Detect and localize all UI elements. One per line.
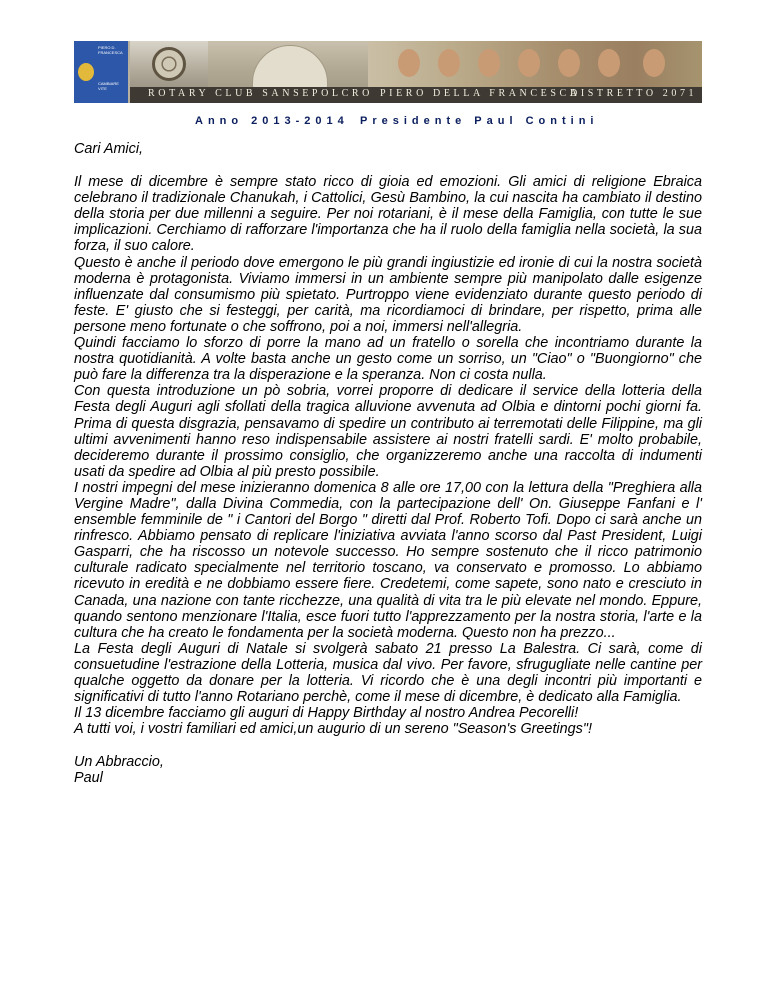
year-label: Anno 2013-2014	[195, 115, 349, 127]
closing-line: Un Abbraccio,	[74, 754, 164, 771]
fresco-face-icon	[598, 49, 620, 77]
banner-club-name: ROTARY CLUB SANSEPOLCRO	[148, 88, 373, 99]
banner-title-strip	[130, 87, 702, 103]
paragraph: Il mese di dicembre è sempre stato ricco di gioia ed emozioni. Gli amici di religione Ebraica celebrano il tradizionale Chanukah, i Cattolici, Gesù Bambino, la cui nascita ha cambiato il destino della storia per due millenni a seguire. Per noi rotariani, è il mese della Famiglia, con tutte le sue implicazioni. Cerchiamo di rafforzare l'importanza che ha il ruolo della famiglia nella società, la sua forza, il suo calore.	[74, 174, 702, 255]
header-banner	[74, 41, 702, 103]
closing-block	[74, 754, 702, 786]
signature: Paul	[74, 770, 103, 787]
paragraph: I nostri impegni del mese inizieranno domenica 8 alle ore 17,00 con la lettura della "Preghiera alla Vergine Madre", dalla Divina Commedia, con la partecipazione dell' On. Giuseppe Fanfani e l' ensemble femminile de " i Cantori del Borgo " diretti dal Prof. Roberto Tofi. Dopo ci sarà anche un rinfresco. Abbiamo pensato di replicare l'iniziativa avviata l'anno scorso dal Past President, Luigi Gasparri, che ha riscosso un notevole successo. Ho sempre sostenuto che il ricco patrimonio culturale radicato specialmente nel territorio toscano, va conservato e promosso. Lo abbiamo ricevuto in eredità e ne dobbiamo essere fiere. Credetemi, come sapete, sono nato e cresciuto in Canada, una nazione con tante ricchezze, una qualità di vita tra le più elevate nel mondo. Eppure, quando sentono menzionare l'Italia, esce fuori tutto l'apprezzamento per la nostra storia, l'arte e la cultura che ha creato le fondamenta per la società moderna. Questo non ha prezzo...	[74, 479, 702, 641]
paragraph: Questo è anche il periodo dove emergono le più grandi ingiustizie ed ironie di cui la nostra società moderna è protagonista. Viviamo immersi in un ambiente sempre più manipolato dalle esigenze influenzate dal consumismo più spietato. Purtroppo viene evidenziato durante questo periodo di feste. E' giusto che si festeggi, per carità, ma ricordiamoci di brindare, per rispetto, prima alle persone meno fortunate o che soffrono, poi a noi, immersi nell'allegria.	[74, 254, 702, 335]
fresco-face-icon	[518, 49, 540, 77]
fresco-face-icon	[398, 49, 420, 77]
fresco-face-icon	[478, 49, 500, 77]
paragraph: Quindi facciamo lo sforzo di porre la mano ad un fratello o sorella che incontriamo durante la nostra quotidianità. A volte basta anche un gesto come un sorriso, un "Ciao" o "Buongiorno" che può fare la differenza tra la disperazione e la speranza. Non ci costa nulla.	[74, 335, 702, 384]
banner-district: DISTRETTO 2071	[570, 88, 698, 99]
president-label: Presidente Paul Contini	[360, 115, 599, 127]
paragraph: La Festa degli Auguri di Natale si svolgerà sabato 21 presso La Balestra. Ci sarà, come di consuetudine l'estrazione della Lotteria, musica dal vivo. Per favore, sfrugugliate nelle cantine per qualche oggetto da donare per la lotteria. Vi ricordo che è una degli incontri più importanti e significativi di tutto l'anno Rotariano perchè, come il mese di dicembre, è dedicato alla Famiglia.	[74, 640, 702, 706]
salutation: Cari Amici,	[74, 141, 144, 157]
banner-club-subtitle: PIERO DELLA FRANCESCA	[380, 88, 581, 99]
rotary-wheel-icon	[78, 63, 94, 81]
dome-icon	[252, 45, 328, 89]
club-logo	[74, 41, 128, 103]
paragraph: Il 13 dicembre facciamo gli auguri di Happy Birthday al nostro Andrea Pecorelli!	[74, 705, 579, 722]
rotary-emblem-icon	[152, 47, 186, 81]
fresco-face-icon	[438, 49, 460, 77]
logo-text-top: PIERO D. FRANCESCA	[98, 45, 123, 55]
paragraph: Con questa introduzione un pò sobria, vorrei proporre di dedicare il service della lotteria della Festa degli Auguri agli sfollati della tragica alluvione avvenuta ad Olbia e dintorni pochi giorni fa. Prima di questa disgrazia, pensavamo di spedire un contributo ai terremotati delle Filippine, ma gli ultimi avvenimenti hanno reso indispensabile assistere ai nostri fratelli sardi. E' molto probabile, decideremo durante il prossimo consiglio, che organizzeremo anche una raccolta di indumenti usati da spedire ad Olbia al più presto possibile.	[74, 383, 702, 480]
paragraph: A tutti voi, i vostri familiari ed amici,un augurio di un sereno "Season's Greetings"!	[74, 721, 592, 738]
fresco-face-icon	[558, 49, 580, 77]
logo-text-bottom: CAMBIARE VITE	[98, 81, 119, 91]
letter-body	[74, 141, 702, 787]
fresco-face-icon	[643, 49, 665, 77]
